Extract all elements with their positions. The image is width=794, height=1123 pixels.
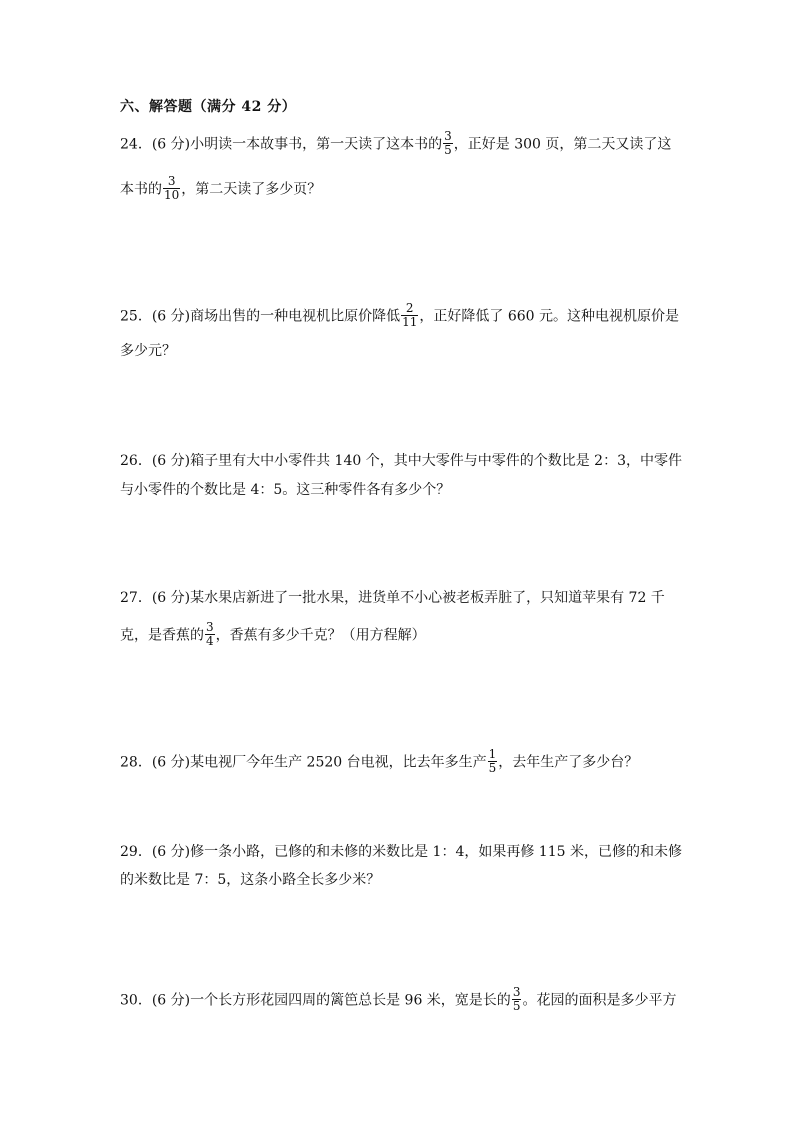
question-25-line-2: 多少元？ (120, 343, 176, 359)
question-25-line-1 (120, 303, 679, 330)
question-28-text-a: 28．(6 分)某电视厂今年生产 2520 台电视，比去年多生产 (120, 754, 487, 771)
question-27-line-1: 27．(6 分)某水果店新进了一批水果，进货单不小心被老板弄脏了，只知道苹果有 72 千 (120, 590, 665, 606)
fraction-1-5: $\frac{1}{5}$ (488, 747, 497, 775)
question-24-text-a: 24．(6 分)小明读一本故事书，第一天读了这本书的 (120, 136, 443, 153)
question-30-line-1 (120, 987, 676, 1014)
question-27-text-a: 克，是香蕉的 (120, 627, 204, 644)
question-25-text-a: 25．(6 分)商场出售的一种电视机比原价降低 (120, 308, 401, 325)
question-27-text-b: ，香蕉有多少千克？（用方程解） (215, 627, 426, 644)
fraction-3-10: $\frac{3}{10}$ (164, 174, 180, 202)
question-24-text-b: ，正好是 300 页，第二天又读了这 (453, 136, 672, 153)
fraction-3-5: $\frac{3}{5}$ (512, 985, 521, 1013)
question-24-line-1 (120, 131, 671, 158)
question-24-line-2 (120, 176, 321, 203)
fraction-3-5: $\frac{3}{5}$ (444, 129, 452, 157)
question-24-text-d: ，第二天读了多少页？ (181, 181, 322, 198)
question-27-line-2 (120, 622, 426, 649)
question-28-line-1 (120, 749, 638, 776)
question-24-text-c: 本书的 (120, 181, 162, 198)
question-29-line-1: 29．(6 分)修一条小路，已修的和未修的米数比是 1：4，如果再修 115 米，已修的和未修 (120, 844, 682, 860)
question-30-text-a: 30．(6 分)一个长方形花园四周的篱笆总长是 96 米，宽是长的 (120, 992, 511, 1009)
question-30-text-b: 。花园的面积是多少平方 (522, 992, 677, 1009)
question-28-text-b: ，去年生产了多少台？ (498, 754, 639, 771)
question-25-text-b: ，正好降低了 660 元。这种电视机原价是 (419, 308, 680, 325)
fraction-2-11: $\frac{2}{11}$ (402, 301, 418, 329)
fraction-3-4: $\frac{3}{4}$ (206, 620, 214, 648)
question-29-line-2: 的米数比是 7：5，这条小路全长多少米？ (120, 872, 381, 888)
question-26-line-1: 26．(6 分)箱子里有大中小零件共 140 个，其中大零件与中零件的个数比是 2：3，中零件 (120, 453, 682, 469)
question-26-line-2: 与小零件的个数比是 4：5。这三种零件各有多少个？ (120, 482, 451, 498)
section-title: 六、解答题（满分 42 分） (120, 99, 297, 115)
